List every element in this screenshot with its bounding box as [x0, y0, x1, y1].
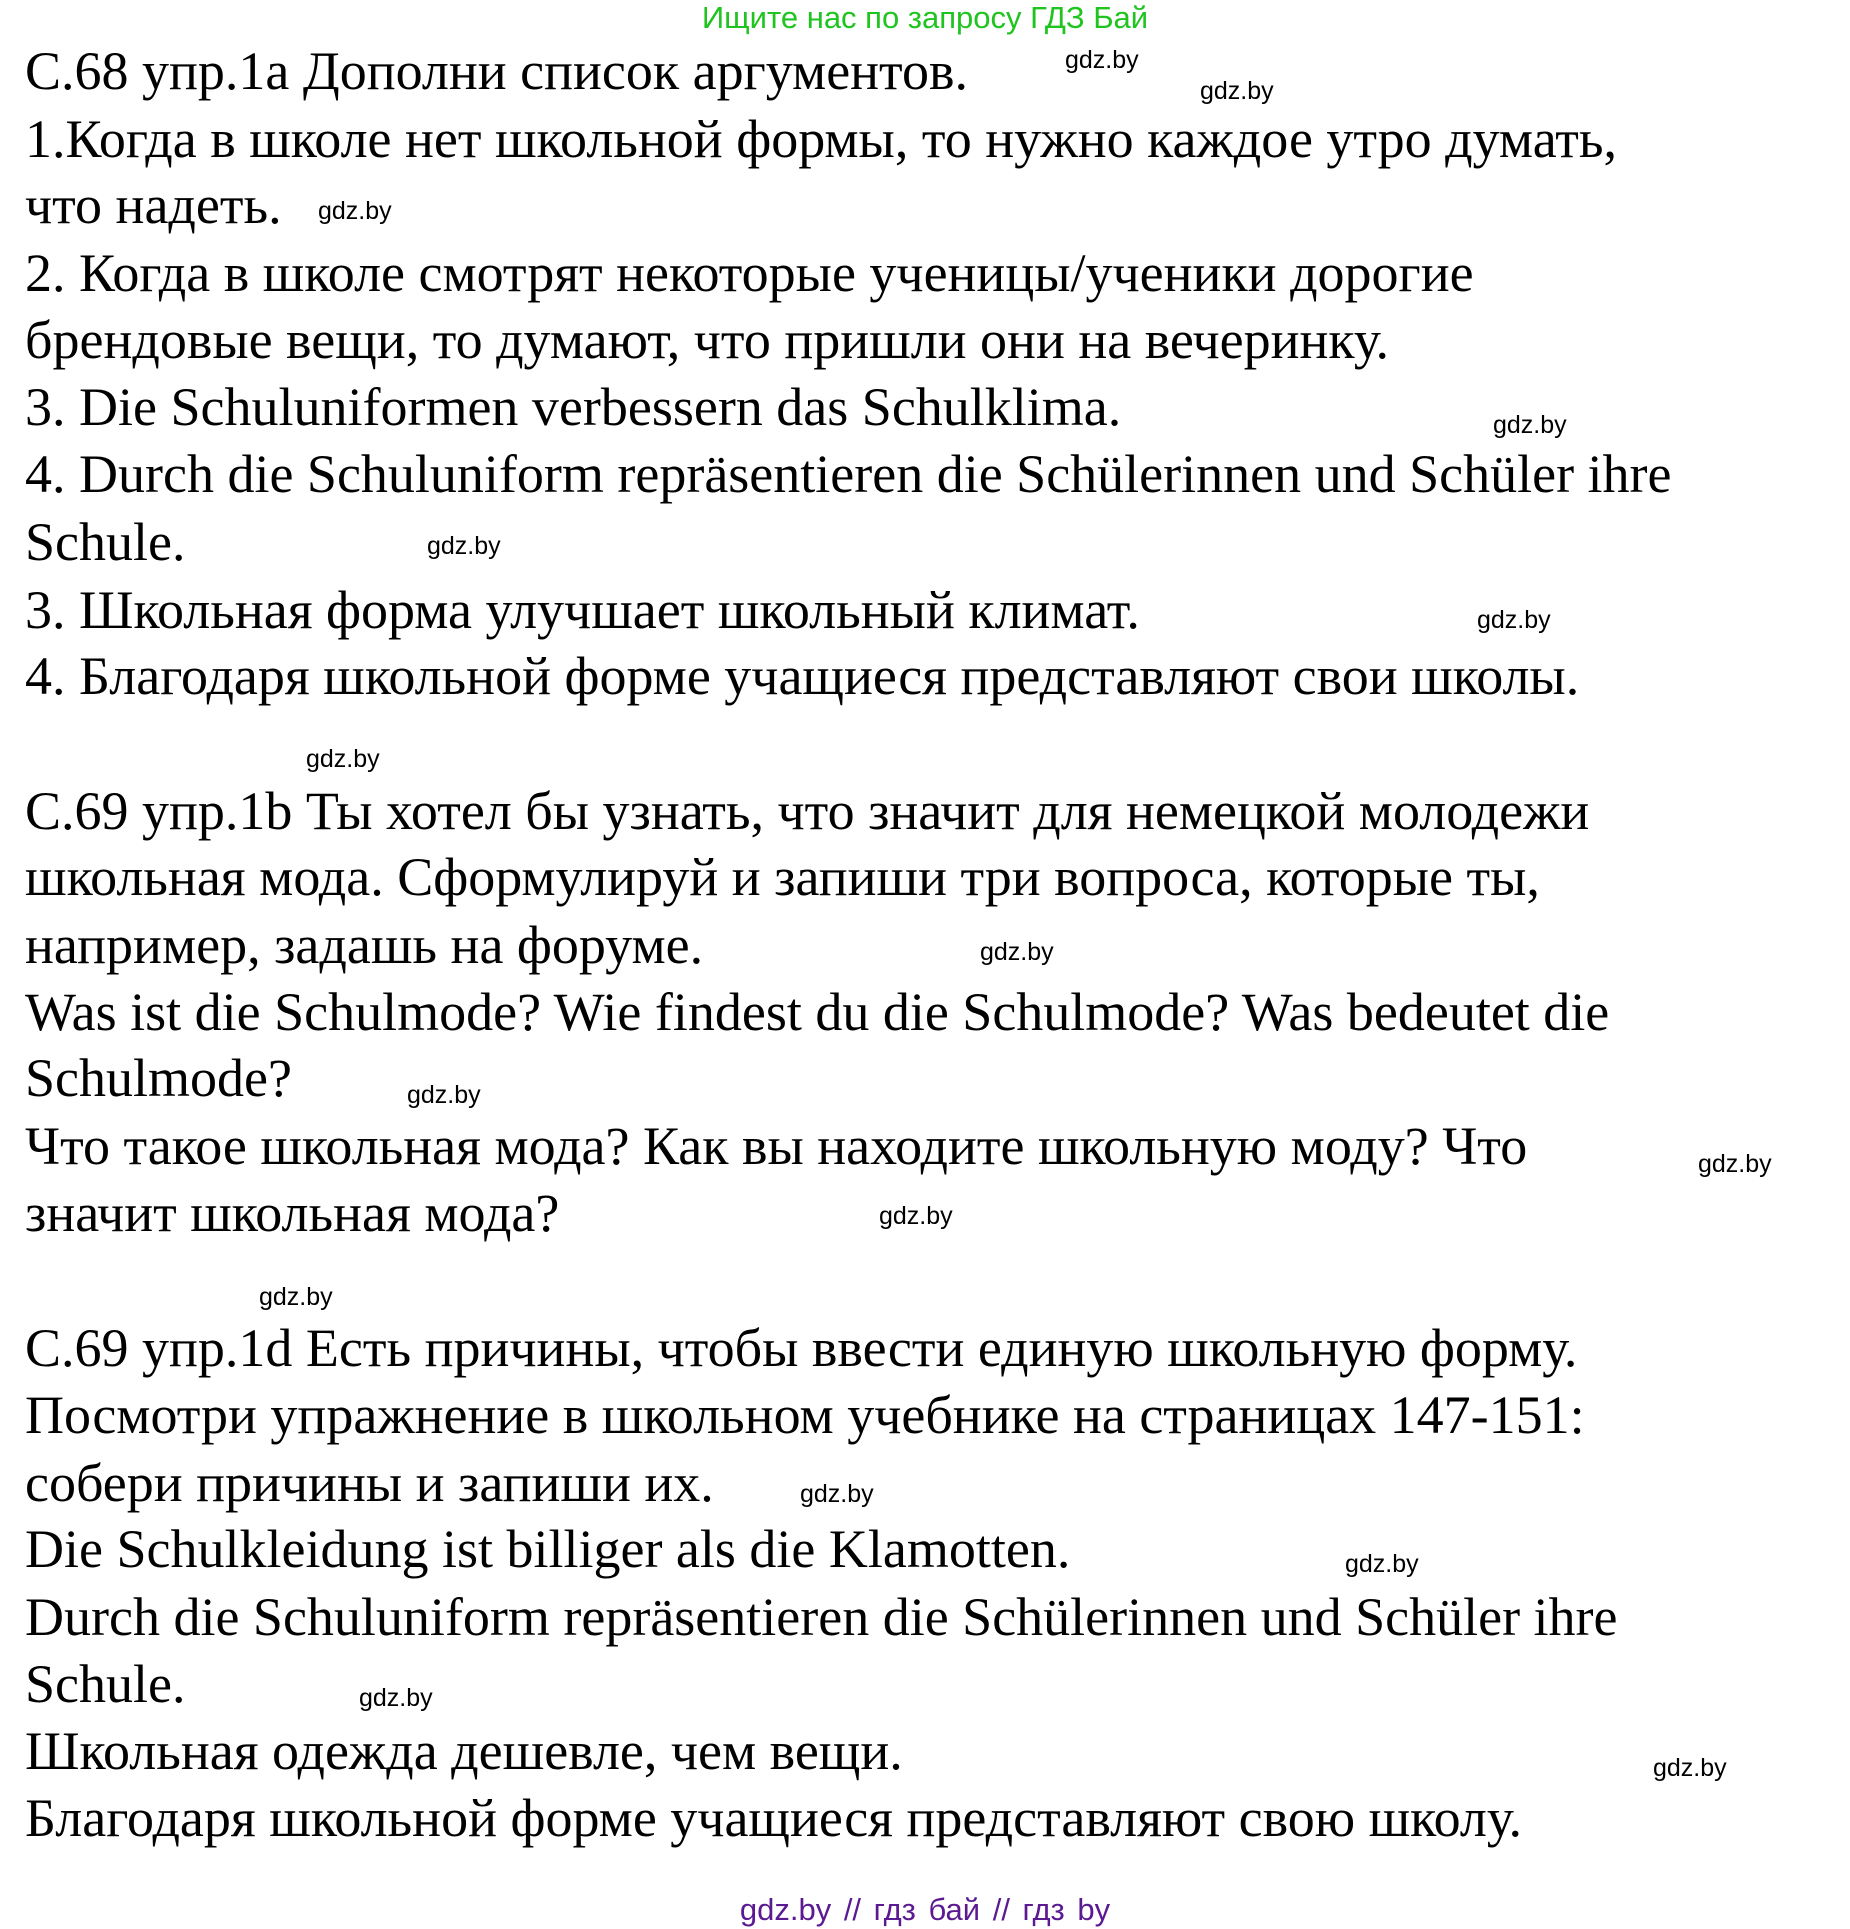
text-line: 4. Durch die Schuluniform repräsentieren die Schülerinnen und Schüler ihre — [25, 444, 1672, 504]
exercise-1b-title: С.69 упр.1b Ты хотел бы узнать, что значит для немецкой молодежи — [25, 781, 1590, 841]
text-line: 2. Когда в школе смотрят некоторые ученицы/ученики дорогие — [25, 243, 1474, 303]
text-line: 3. Школьная форма улучшает школьный климат. — [25, 580, 1140, 640]
text-line: Что такое школьная мода? Как вы находите школьную моду? Что — [25, 1116, 1528, 1176]
exercise-1d-title: Посмотри упражнение в школьном учебнике на страницах 147-151: — [25, 1385, 1585, 1445]
text-line: Die Schulkleidung ist billiger als die Klamotten. — [25, 1519, 1071, 1579]
text-line: 1.Когда в школе нет школьной формы, то нужно каждое утро думать, — [25, 109, 1618, 169]
watermark: gdz.by — [1065, 46, 1139, 74]
text-line: Schule. — [25, 1654, 186, 1714]
text-line: Школьная одежда дешевле, чем вещи. — [25, 1721, 903, 1781]
watermark: gdz.by — [1200, 77, 1274, 105]
search-hint-banner: Ищите нас по запросу ГДЗ Бай — [701, 0, 1149, 35]
watermark: gdz.by — [800, 1480, 874, 1508]
watermark: gdz.by — [1477, 606, 1551, 634]
footer-links: gdz.by // гдз бай // гдз by — [739, 1892, 1111, 1927]
text-line: Was ist die Schulmode? Wie findest du die Schulmode? Was bedeutet die — [25, 982, 1610, 1042]
text-line: Durch die Schuluniform repräsentieren die Schülerinnen und Schüler ihre — [25, 1587, 1618, 1647]
text-line: Schulmode? — [25, 1048, 292, 1108]
text-line: Благодаря школьной форме учащиеся представляют свою школу. — [25, 1788, 1522, 1848]
watermark: gdz.by — [1698, 1150, 1772, 1178]
text-line: 4. Благодаря школьной форме учащиеся представляют свои школы. — [25, 646, 1580, 706]
exercise-1d-title: собери причины и запиши их. — [25, 1453, 714, 1513]
watermark: gdz.by — [318, 197, 392, 225]
text-line: что надеть. — [25, 175, 282, 235]
watermark: gdz.by — [879, 1202, 953, 1230]
watermark: gdz.by — [1653, 1754, 1727, 1782]
text-line: значит школьная мода? — [25, 1183, 560, 1243]
watermark: gdz.by — [259, 1283, 333, 1311]
text-line: брендовые вещи, то думают, что пришли они на вечеринку. — [25, 310, 1390, 370]
watermark: gdz.by — [427, 532, 501, 560]
text-line: 3. Die Schuluniformen verbessern das Schulklima. — [25, 377, 1122, 437]
watermark: gdz.by — [306, 745, 380, 773]
exercise-1a-title: С.68 упр.1а Дополни список аргументов. — [25, 41, 968, 101]
watermark: gdz.by — [1493, 411, 1567, 439]
watermark: gdz.by — [407, 1081, 481, 1109]
watermark: gdz.by — [1345, 1550, 1419, 1578]
exercise-1b-title: школьная мода. Сформулируй и запиши три вопроса, которые ты, — [25, 847, 1540, 907]
watermark: gdz.by — [980, 938, 1054, 966]
exercise-1b-title: например, задашь на форуме. — [25, 915, 704, 975]
text-line: Schule. — [25, 512, 186, 572]
watermark: gdz.by — [359, 1684, 433, 1712]
exercise-1d-title: С.69 упр.1d Есть причины, чтобы ввести единую школьную форму. — [25, 1318, 1578, 1378]
